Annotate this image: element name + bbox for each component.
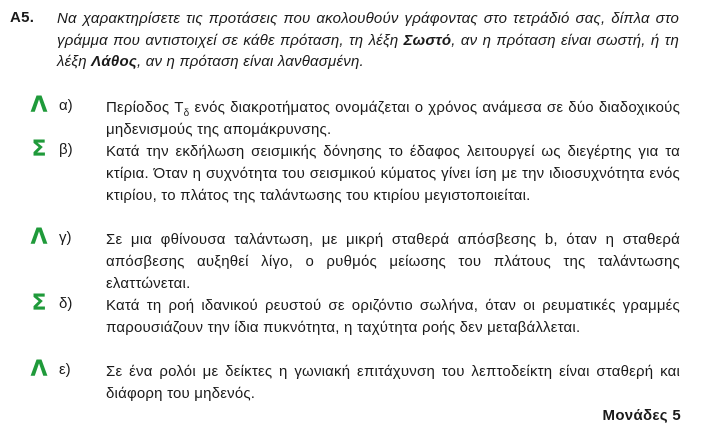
item-letter: δ) [59, 295, 73, 312]
subscript-delta: δ [183, 108, 190, 119]
item-text-part: Περίοδος T [106, 99, 184, 116]
answer-mark: Σ [31, 291, 47, 316]
item-text [106, 97, 680, 141]
question-number: A5. [10, 9, 35, 26]
answer-mark: Λ [30, 357, 48, 382]
item-text: Κατά την εκδήλωση σεισμικής δόνησης το έδαφος λειτουργεί ως διεγέρτης για τα κτίρια. Όταν η συχνότητα του σεισμικού κύματος γίνει ίση με την ιδιοσυχνότητα ενός κτιρίου, το πλάτος της ταλάντωσης του κτιρίου μεγιστοποιείται. [106, 143, 680, 204]
item-letter: α) [59, 97, 73, 114]
correct-word: Σωστό [403, 31, 452, 49]
answer-mark: Σ [31, 137, 47, 162]
item-letter: ε) [59, 361, 71, 378]
question-instructions [57, 8, 679, 73]
instructions-text-2: , αν η πρόταση είναι σωστή, ή τη λέξη [57, 31, 679, 70]
item-text: Κατά τη ροή ιδανικού ρευστού σε οριζόντιο σωλήνα, όταν οι ρευματικές γραμμές παρουσιάζουν την ίδια πυκνότητα, η ταχύτητα ροής δεν μεταβάλλεται. [106, 297, 680, 336]
item-text: Σε ένα ρολόι με δείκτες η γωνιακή επιτάχυνση του λεπτοδείκτη είναι σταθερή και διάφορη του μηδενός. [106, 363, 680, 402]
instructions-text-1: Να χαρακτηρίσετε τις προτάσεις που ακολουθούν γράφοντας στο τετράδιό σας, δίπλα στο γράμμα που αντιστοιχεί σε κάθε πρόταση, τη λέξη [57, 10, 679, 49]
item-letter: β) [59, 141, 73, 158]
points-label: Μονάδες 5 [602, 407, 681, 424]
answer-mark: Λ [30, 225, 48, 250]
instructions-text-3: , αν η πρόταση είναι λανθασμένη. [137, 53, 364, 70]
item-text: Σε μια φθίνουσα ταλάντωση, με μικρή σταθερά απόσβεσης b, όταν η σταθερά απόσβεσης αυξηθεί λίγο, ο ρυθμός μείωσης του πλάτους της ταλάντωσης ελαττώνεται. [106, 231, 680, 292]
wrong-word: Λάθος [91, 53, 137, 70]
item-text-part: ενός διακροτήματος ονομάζεται ο χρόνος ανάμεσα σε δύο διαδοχικούς μηδενισμούς της απομάκρυνσης. [106, 99, 680, 138]
item-letter: γ) [59, 229, 72, 246]
answer-mark: Λ [30, 93, 48, 118]
